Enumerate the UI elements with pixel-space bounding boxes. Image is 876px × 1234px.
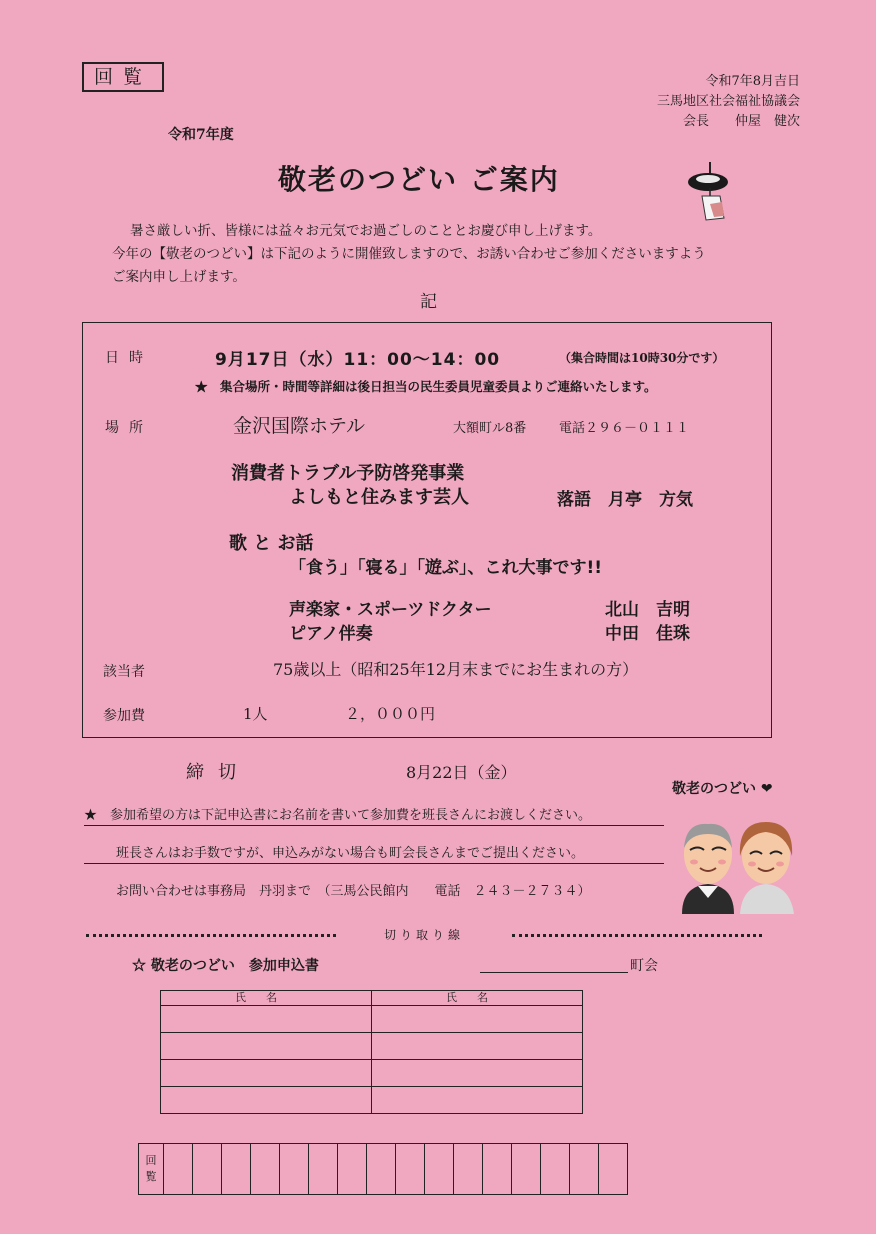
program2-role: 声楽家・スポーツドクター bbox=[289, 600, 492, 620]
name-table bbox=[160, 990, 583, 1114]
elderly-woman-illustration bbox=[740, 822, 794, 914]
notes-block bbox=[84, 804, 664, 899]
greeting-line: 今年の【敬老のつどい】は下記のように開催致しますので、お誘い合わせご参加くださいますよう bbox=[112, 246, 706, 262]
deadline-value: 8月22日（金） bbox=[406, 763, 517, 782]
elderly-man-illustration bbox=[682, 824, 734, 914]
datetime-label: 日時 bbox=[105, 350, 153, 366]
table-row bbox=[161, 1006, 583, 1033]
table-row bbox=[161, 1060, 583, 1087]
issuer-block bbox=[600, 72, 800, 132]
issuer-org: 三馬地区社会福祉協議会 bbox=[656, 94, 800, 109]
cut-line-label: 切り取り線 bbox=[383, 928, 464, 942]
issuer-chair: 会長 仲屋 健次 bbox=[682, 114, 800, 129]
greeting-line: 暑さ厳しい折、皆様には益々お元気でお過ごしのこととお慶び申し上げます。 bbox=[130, 223, 602, 239]
note-line: 班長さんはお手数ですが、申込みがない場合も町会長さんまでご提出ください。 bbox=[84, 842, 664, 864]
elderly-couple-illustration bbox=[668, 810, 802, 914]
datetime-value: 9月17日（水）11：00～14：00 bbox=[215, 350, 501, 370]
eligible-value: 75歳以上（昭和25年12月末までにお生まれの方） bbox=[273, 660, 639, 679]
form-title: ☆ 敬老のつどい 参加申込書 bbox=[132, 958, 319, 974]
circulation-cell[interactable] bbox=[251, 1144, 280, 1195]
greeting bbox=[112, 220, 772, 289]
page-title: 敬老のつどい ご案内 bbox=[278, 163, 560, 196]
program1-act: 落語 月亭 方気 bbox=[557, 490, 693, 510]
circulation-cell[interactable] bbox=[599, 1144, 628, 1195]
fiscal-year: 令和7年度 bbox=[168, 127, 234, 143]
event-details-box bbox=[82, 322, 772, 738]
party-tag: 敬老のつどい ❤ bbox=[672, 781, 773, 797]
name-cell[interactable] bbox=[372, 1060, 583, 1087]
name-cell[interactable] bbox=[161, 1060, 372, 1087]
eligible-label: 該当者 bbox=[103, 664, 145, 680]
town-label: 町会 bbox=[630, 958, 658, 974]
circulation-cell[interactable] bbox=[280, 1144, 309, 1195]
circulation-cell[interactable] bbox=[193, 1144, 222, 1195]
circulation-cell[interactable] bbox=[367, 1144, 396, 1195]
program2-name: 中田 佳珠 bbox=[605, 624, 690, 644]
circulation-cell[interactable] bbox=[222, 1144, 251, 1195]
circulation-cell[interactable] bbox=[570, 1144, 599, 1195]
wind-chime-icon bbox=[676, 160, 740, 224]
note-line: お問い合わせは事務局 丹羽まで （三馬公民館内 電話 ２４３－２７３４） bbox=[116, 884, 591, 899]
place-phone: 電話２９６－０１１１ bbox=[559, 421, 690, 436]
place-address: 大額町ル8番 bbox=[453, 421, 527, 436]
greeting-line: ご案内申し上げます。 bbox=[112, 269, 246, 285]
gathering-note: （集合時間は10時30分です） bbox=[559, 351, 725, 365]
deadline-label: 締切 bbox=[186, 762, 250, 783]
circulation-cell[interactable] bbox=[338, 1144, 367, 1195]
program1-title: 消費者トラブル予防啓発事業 bbox=[231, 463, 465, 484]
program2-role: ピアノ伴奏 bbox=[289, 624, 373, 644]
circulation-cell[interactable] bbox=[541, 1144, 570, 1195]
circulation-cell[interactable] bbox=[425, 1144, 454, 1195]
circulation-cell[interactable] bbox=[309, 1144, 338, 1195]
name-table-header bbox=[161, 991, 583, 1006]
note-line: ★ 参加希望の方は下記申込書にお名前を書いて参加費を班長さんにお渡しください。 bbox=[84, 804, 664, 826]
name-cell[interactable] bbox=[161, 1006, 372, 1033]
circulation-cell[interactable] bbox=[512, 1144, 541, 1195]
kairan-stamp: 回覧 bbox=[82, 62, 164, 92]
circulation-cell[interactable] bbox=[164, 1144, 193, 1195]
program2-subtitle: 「食う」「寝る」「遊ぶ」、これ大事です!! bbox=[289, 558, 603, 578]
table-row bbox=[161, 1087, 583, 1114]
program2-title: 歌 と お話 bbox=[229, 533, 314, 554]
name-header: 氏名 bbox=[161, 991, 372, 1006]
town-name-field[interactable] bbox=[480, 956, 628, 973]
circulation-cell[interactable] bbox=[483, 1144, 512, 1195]
circulation-cell[interactable] bbox=[454, 1144, 483, 1195]
program1-performer: よしもと住みます芸人 bbox=[289, 487, 469, 508]
circulation-table bbox=[138, 1143, 628, 1195]
table-row bbox=[161, 1033, 583, 1060]
fee-label: 参加費 bbox=[103, 708, 145, 724]
place-label: 場所 bbox=[105, 420, 153, 436]
name-cell[interactable] bbox=[372, 1006, 583, 1033]
circulation-row bbox=[139, 1144, 628, 1195]
fee-value: ２，０００円 bbox=[345, 705, 436, 723]
circulation-label: 回覧 bbox=[139, 1144, 164, 1195]
program2-name: 北山 吉明 bbox=[605, 600, 690, 620]
name-cell[interactable] bbox=[161, 1033, 372, 1060]
star-note: ★ 集合場所・時間等詳細は後日担当の民生委員児童委員よりご連絡いたします。 bbox=[195, 379, 657, 394]
name-cell[interactable] bbox=[372, 1033, 583, 1060]
ki-heading: 記 bbox=[420, 292, 437, 312]
cut-line bbox=[86, 926, 762, 942]
name-cell[interactable] bbox=[161, 1087, 372, 1114]
issue-date: 令和7年8月吉日 bbox=[705, 74, 800, 89]
place-name: 金沢国際ホテル bbox=[233, 415, 366, 437]
fee-unit: 1人 bbox=[243, 705, 268, 723]
circulation-cell[interactable] bbox=[396, 1144, 425, 1195]
name-header: 氏名 bbox=[372, 991, 583, 1006]
name-cell[interactable] bbox=[372, 1087, 583, 1114]
